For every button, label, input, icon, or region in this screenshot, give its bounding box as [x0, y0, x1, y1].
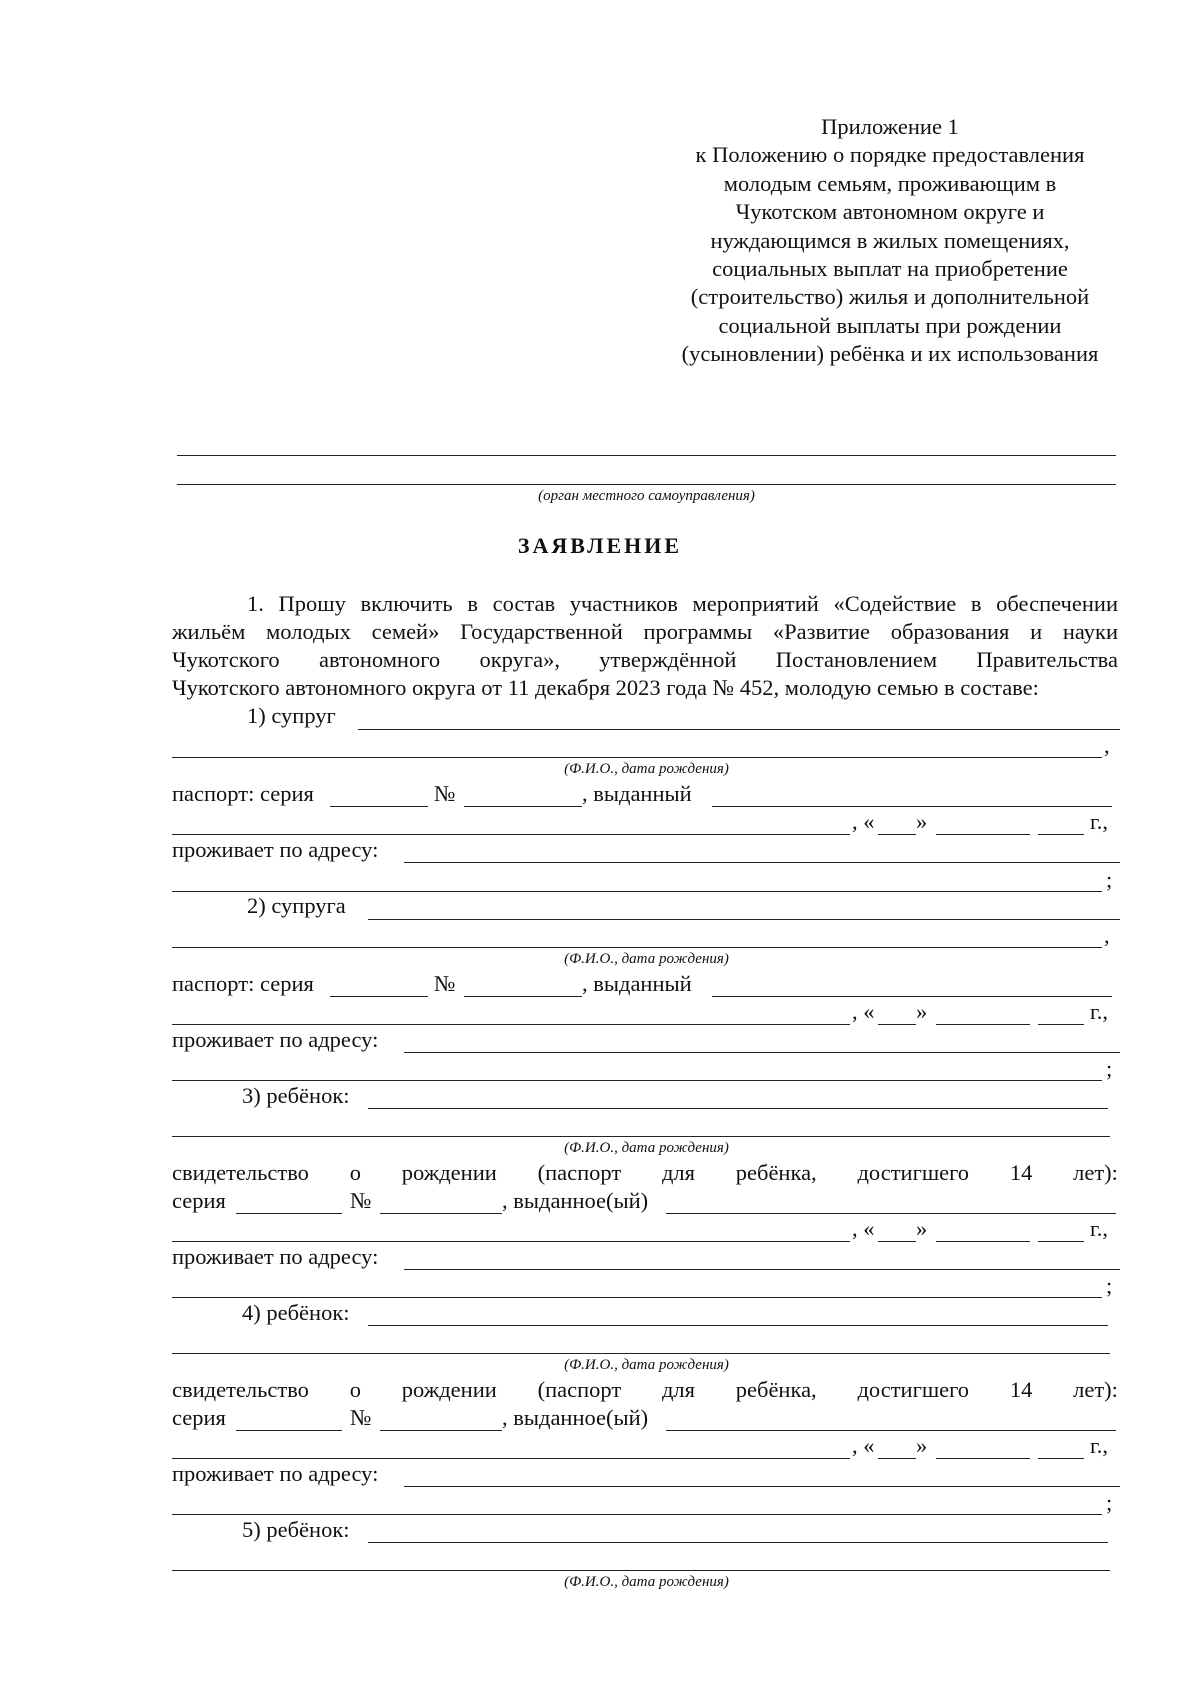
cert-word: для	[661, 1160, 695, 1185]
address-field-2[interactable]	[172, 891, 1102, 892]
issue-year-field[interactable]	[1038, 1458, 1084, 1459]
address-field-2[interactable]	[172, 1514, 1102, 1515]
cert-word: лет):	[1073, 1377, 1118, 1402]
issued-cert-label: , выданное(ый)	[502, 1405, 649, 1430]
cert-word: ребёнка,	[735, 1160, 817, 1185]
authority-caption: (орган местного самоуправления)	[538, 488, 755, 504]
passport-series-field[interactable]	[330, 996, 428, 997]
lives-at-label: проживает по адресу:	[172, 1461, 379, 1486]
document-title: ЗАЯВЛЕНИЕ	[517, 533, 683, 558]
child4-label: 4) ребёнок:	[242, 1300, 350, 1325]
date-close: »	[916, 1433, 928, 1458]
name-caption: (Ф.И.О., дата рождения)	[564, 761, 729, 777]
cert-number-field[interactable]	[380, 1213, 502, 1214]
intro-line: 1. Прошу включить в состав участников мероприятий «Содействие в обеспечении	[247, 591, 1118, 616]
lives-at-label: проживает по адресу:	[172, 837, 379, 862]
passport-number-field[interactable]	[464, 996, 582, 997]
issue-day-field[interactable]	[878, 1024, 916, 1025]
address-field-2[interactable]	[172, 1297, 1102, 1298]
cert-word: достигшего	[857, 1377, 970, 1402]
cert-word: свидетельство	[172, 1160, 309, 1185]
cert-series-field[interactable]	[236, 1430, 342, 1431]
passport-issuer-field[interactable]	[712, 806, 1112, 807]
intro-line: жильём молодых семей» Государственной программы «Развитие образования и науки	[172, 619, 1118, 644]
semicolon: ;	[1106, 1490, 1113, 1515]
series-label: серия	[172, 1188, 226, 1213]
date-open: , «	[852, 809, 875, 834]
appendix-line: Чукотском автономном округе и	[735, 199, 1045, 225]
comma: ,	[1104, 923, 1110, 948]
year-label: г.,	[1090, 999, 1108, 1024]
cert-issuer-field[interactable]	[666, 1430, 1116, 1431]
cert-word: о	[349, 1377, 361, 1402]
spouse-m-name-field[interactable]	[358, 729, 1120, 730]
date-close: »	[916, 999, 928, 1024]
cert-word: свидетельство	[172, 1377, 309, 1402]
authority-line-2[interactable]	[177, 484, 1116, 485]
address-field[interactable]	[404, 1269, 1120, 1270]
address-field[interactable]	[404, 1486, 1120, 1487]
spouse-f-label: 2) супруга	[247, 893, 346, 918]
date-open: , «	[852, 1216, 875, 1241]
authority-line-1[interactable]	[177, 455, 1116, 456]
child4-name-field[interactable]	[368, 1325, 1108, 1326]
lives-at-label: проживает по адресу:	[172, 1244, 379, 1269]
spouse-m-label: 1) супруг	[247, 703, 336, 728]
cert-issuer-field-2[interactable]	[172, 1241, 850, 1242]
number-label: №	[350, 1405, 372, 1430]
child5-label: 5) ребёнок:	[242, 1517, 350, 1542]
name-caption: (Ф.И.О., дата рождения)	[564, 1574, 729, 1590]
issued-label: , выданный	[582, 781, 692, 806]
birth-cert-line	[172, 1160, 1118, 1186]
cert-word: достигшего	[857, 1160, 970, 1185]
intro-line: Чукотского автономного округа от 11 декабря 2023 года № 452, молодую семью в составе:	[172, 675, 1039, 700]
appendix-header	[660, 113, 1120, 369]
appendix-line: социальных выплат на приобретение	[712, 256, 1068, 282]
appendix-line: к Положению о порядке предоставления	[695, 142, 1085, 168]
cert-issuer-field[interactable]	[666, 1213, 1116, 1214]
issue-day-field[interactable]	[878, 1458, 916, 1459]
issue-year-field[interactable]	[1038, 1241, 1084, 1242]
issue-year-field[interactable]	[1038, 834, 1084, 835]
child5-name-field-2[interactable]	[172, 1570, 1110, 1571]
spouse-m-name-field-2[interactable]	[172, 757, 1102, 758]
passport-series-label: паспорт: серия	[172, 781, 314, 806]
child4-name-field-2[interactable]	[172, 1353, 1110, 1354]
passport-issuer-field-2[interactable]	[172, 834, 850, 835]
date-close: »	[916, 809, 928, 834]
issued-label: , выданный	[582, 971, 692, 996]
cert-word: (паспорт	[537, 1160, 622, 1185]
name-caption: (Ф.И.О., дата рождения)	[564, 951, 729, 967]
name-caption: (Ф.И.О., дата рождения)	[564, 1140, 729, 1156]
lives-at-label: проживает по адресу:	[172, 1027, 379, 1052]
address-field[interactable]	[404, 1052, 1120, 1053]
spouse-f-name-field[interactable]	[368, 919, 1120, 920]
year-label: г.,	[1090, 1216, 1108, 1241]
semicolon: ;	[1106, 1056, 1113, 1081]
series-label: серия	[172, 1405, 226, 1430]
passport-issuer-field[interactable]	[712, 996, 1112, 997]
cert-word: рождении	[401, 1377, 497, 1402]
address-field-2[interactable]	[172, 1080, 1102, 1081]
cert-word: лет):	[1073, 1160, 1118, 1185]
cert-series-field[interactable]	[236, 1213, 342, 1214]
child3-name-field-2[interactable]	[172, 1136, 1110, 1137]
cert-word: 14	[1009, 1377, 1033, 1402]
child3-name-field[interactable]	[368, 1108, 1108, 1109]
appendix-line: социальной выплаты при рождении	[718, 312, 1062, 338]
cert-word: рождении	[401, 1160, 497, 1185]
cert-issuer-field-2[interactable]	[172, 1458, 850, 1459]
cert-word: для	[661, 1377, 695, 1402]
address-field[interactable]	[404, 862, 1120, 863]
appendix-line: Приложение 1	[821, 114, 959, 139]
passport-number-field[interactable]	[464, 806, 582, 807]
number-label: №	[350, 1188, 372, 1213]
semicolon: ;	[1106, 1273, 1113, 1298]
issue-month-field[interactable]	[936, 1024, 1030, 1025]
appendix-line: молодым семьям, проживающим в	[723, 170, 1057, 196]
appendix-line: нуждающимся в жилых помещениях,	[710, 227, 1070, 253]
year-label: г.,	[1090, 809, 1108, 834]
passport-series-label: паспорт: серия	[172, 971, 314, 996]
cert-number-field[interactable]	[380, 1430, 502, 1431]
intro-line: Чукотского автономного округа», утверждённой Постановлением Правительства	[172, 647, 1118, 672]
semicolon: ;	[1106, 867, 1113, 892]
date-open: , «	[852, 1433, 875, 1458]
birth-cert-line	[172, 1377, 1118, 1403]
passport-series-field[interactable]	[330, 806, 428, 807]
issued-cert-label: , выданное(ый)	[502, 1188, 649, 1213]
cert-word: (паспорт	[537, 1377, 622, 1402]
cert-word: ребёнка,	[735, 1377, 817, 1402]
date-close: »	[916, 1216, 928, 1241]
issue-month-field[interactable]	[936, 1241, 1030, 1242]
number-label: №	[434, 971, 456, 996]
cert-word: 14	[1009, 1160, 1033, 1185]
appendix-line: (усыновлении) ребёнка и их использования	[681, 341, 1099, 367]
number-label: №	[434, 781, 456, 806]
issue-day-field[interactable]	[878, 1241, 916, 1242]
passport-issuer-field-2[interactable]	[172, 1024, 850, 1025]
comma: ,	[1104, 733, 1110, 758]
issue-month-field[interactable]	[936, 1458, 1030, 1459]
cert-word: о	[349, 1160, 361, 1185]
issue-year-field[interactable]	[1038, 1024, 1084, 1025]
date-open: , «	[852, 999, 875, 1024]
intro-paragraph	[172, 590, 1118, 702]
name-caption: (Ф.И.О., дата рождения)	[564, 1357, 729, 1373]
spouse-f-name-field-2[interactable]	[172, 947, 1102, 948]
child3-label: 3) ребёнок:	[242, 1083, 350, 1108]
issue-month-field[interactable]	[936, 834, 1030, 835]
issue-day-field[interactable]	[878, 834, 916, 835]
child5-name-field[interactable]	[368, 1542, 1108, 1543]
appendix-line: (строительство) жилья и дополнительной	[690, 284, 1090, 310]
year-label: г.,	[1090, 1433, 1108, 1458]
